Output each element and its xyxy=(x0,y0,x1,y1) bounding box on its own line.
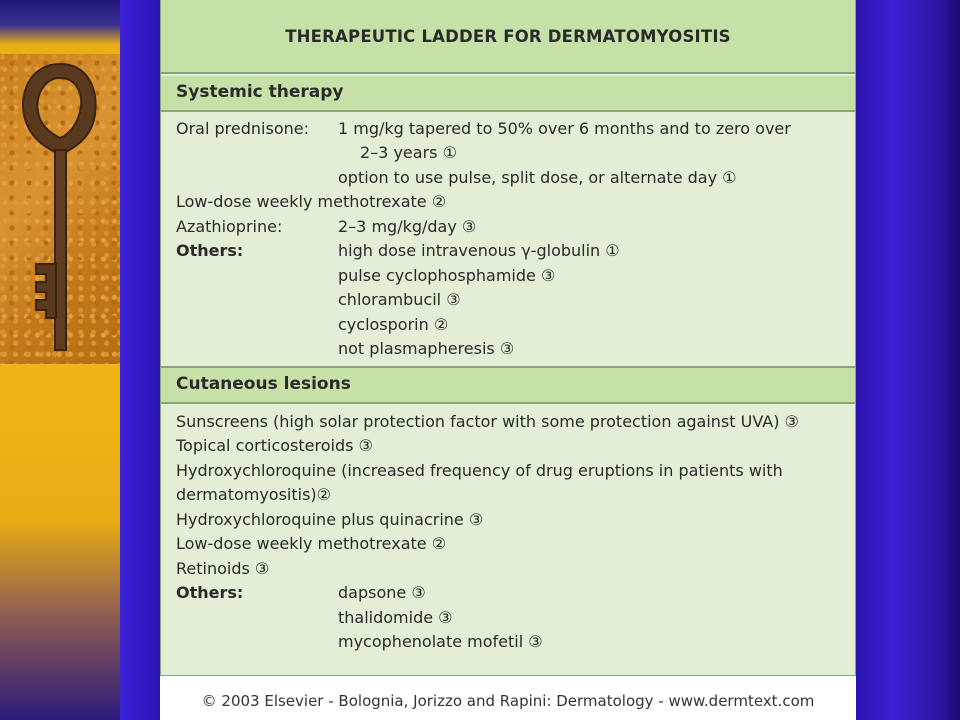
page-title: THERAPEUTIC LADDER FOR DERMATOMYOSITIS xyxy=(285,26,731,46)
row-label: Low-dose weekly methotrexate ② xyxy=(176,192,447,211)
row-value: option to use pulse, split dose, or alternate day ① xyxy=(338,168,737,187)
row-label: Azathioprine: xyxy=(176,217,283,236)
row-label: Hydroxychloroquine (increased frequency of drug eruptions in patients with xyxy=(176,461,783,480)
row-label: dermatomyositis)② xyxy=(176,485,332,504)
table-title-bar xyxy=(161,0,855,74)
document-sheet xyxy=(160,0,856,720)
row-value: 2–3 years ① xyxy=(360,143,457,162)
section-heading-label: Systemic therapy xyxy=(176,82,344,102)
row-label: Sunscreens (high solar protection factor with some protection against UVA) ③ xyxy=(176,412,799,431)
row-value: cyclosporin ② xyxy=(338,315,449,334)
antique-key-image xyxy=(0,54,120,364)
key-icon xyxy=(0,54,120,364)
row-value: not plasmapheresis ③ xyxy=(338,339,515,358)
row-label-others: Others: xyxy=(176,583,244,602)
section-heading-cutaneous xyxy=(161,366,855,404)
row-value: 2–3 mg/kg/day ③ xyxy=(338,217,477,236)
row-label: Hydroxychloroquine plus quinacrine ③ xyxy=(176,510,484,529)
row-value: thalidomide ③ xyxy=(338,608,453,627)
row-label: Low-dose weekly methotrexate ② xyxy=(176,534,447,553)
row-label: Oral prednisone: xyxy=(176,119,309,138)
slide-blue-right-band xyxy=(856,0,960,720)
row-value: chlorambucil ③ xyxy=(338,290,461,309)
copyright-footer: © 2003 Elsevier - Bolognia, Jorizzo and Rapini: Dermatology - www.dermtext.com xyxy=(201,692,815,710)
row-value: pulse cyclophosphamide ③ xyxy=(338,266,556,285)
row-label: Topical corticosteroids ③ xyxy=(176,436,373,455)
row-value: 1 mg/kg tapered to 50% over 6 months and to zero over xyxy=(338,119,791,138)
slide-blue-left-band xyxy=(120,0,160,720)
row-label-others: Others: xyxy=(176,241,244,260)
section-heading-systemic xyxy=(161,76,855,112)
section-heading-label: Cutaneous lesions xyxy=(176,374,351,394)
row-value: dapsone ③ xyxy=(338,583,426,602)
row-value: high dose intravenous γ-globulin ① xyxy=(338,241,620,260)
row-value: mycophenolate mofetil ③ xyxy=(338,632,543,651)
therapy-table xyxy=(160,0,856,676)
row-label: Retinoids ③ xyxy=(176,559,270,578)
